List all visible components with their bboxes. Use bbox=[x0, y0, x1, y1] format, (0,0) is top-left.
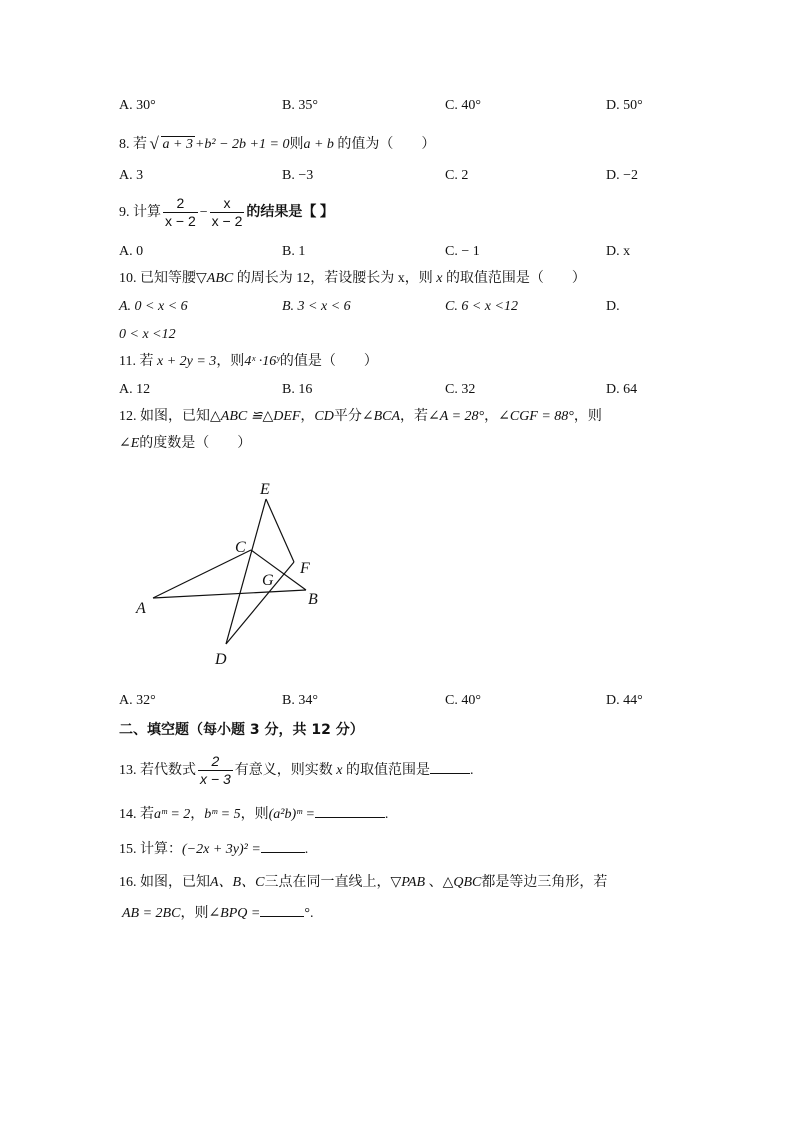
q13-text-b: 有意义，则实数 bbox=[234, 763, 337, 778]
q14-end: . bbox=[384, 807, 389, 822]
q11-option-c: C. 32 bbox=[445, 382, 476, 397]
q16-stem-line-1 bbox=[119, 873, 607, 893]
q8-expression: +b² − 2b +1 = 0 bbox=[194, 137, 290, 152]
q9-f1-numerator: 2 bbox=[163, 195, 198, 213]
q9-stem bbox=[119, 193, 334, 233]
q11-stem bbox=[119, 352, 378, 372]
q9-f1-denominator: x − 2 bbox=[165, 213, 196, 230]
q13-answer-blank[interactable] bbox=[430, 759, 470, 774]
q12-comma-1: ， bbox=[300, 409, 315, 424]
segment-cb bbox=[251, 550, 306, 590]
q12-angle-cgf: ∠CGF = 88° bbox=[498, 409, 574, 424]
q8-target: a + b bbox=[303, 137, 334, 152]
q10-option-d: D. bbox=[606, 299, 620, 314]
q8-tail: 的值为（ ） bbox=[333, 137, 436, 152]
q9-f2-numerator: x bbox=[210, 195, 245, 213]
q12-text-rest: 的度数是（ ） bbox=[139, 436, 252, 451]
segment-fd bbox=[226, 562, 294, 644]
q15-stem bbox=[119, 838, 308, 860]
label-d: D bbox=[215, 651, 227, 668]
q15-expression: (−2x + 3y)² = bbox=[182, 842, 261, 857]
q10-text-b: 的周长为 12，若设腰长为 x，则 bbox=[233, 271, 437, 286]
q11-text-c: 的值是（ ） bbox=[279, 354, 378, 369]
q8-conj: 则 bbox=[289, 137, 304, 152]
q12-option-d: D. 44° bbox=[606, 693, 643, 708]
q10-triangle: ▽ABC bbox=[196, 271, 234, 286]
q12-text-a: 12. 如图，已知 bbox=[119, 409, 210, 424]
q13-stem bbox=[119, 751, 473, 791]
q8-sqrt bbox=[151, 135, 195, 155]
q13-text-a: 13. 若代数式 bbox=[119, 763, 196, 778]
q12-text-c: 平分 bbox=[333, 409, 362, 424]
q16-text-d: ，则 bbox=[180, 906, 209, 921]
q9-f2-denominator: x − 2 bbox=[211, 213, 243, 230]
q7-option-b: B. 35° bbox=[282, 98, 318, 113]
q10-option-d-value: 0 < x <12 bbox=[119, 327, 176, 342]
q9-option-a: A. 0 bbox=[119, 244, 144, 259]
q12-text-d: ，若 bbox=[400, 409, 429, 424]
label-a: A bbox=[136, 600, 146, 617]
segment-ef bbox=[266, 499, 294, 562]
q8-radicand: a + 3 bbox=[162, 137, 193, 152]
q12-stem-line-1 bbox=[119, 407, 602, 427]
q12-angle-e: ∠E bbox=[119, 436, 140, 451]
q12-comma-2: ， bbox=[484, 409, 499, 424]
q15-answer-blank[interactable] bbox=[261, 838, 305, 853]
q11-expression: 4ˣ ·16ʸ bbox=[244, 354, 280, 369]
q14-condition-1: aᵐ = 2 bbox=[154, 807, 191, 822]
q10-option-c: C. 6 < x <12 bbox=[445, 299, 518, 314]
q12-text-f: ，则 bbox=[573, 409, 602, 424]
q13-variable: x bbox=[336, 763, 343, 778]
q13-denominator: x − 3 bbox=[200, 771, 231, 788]
q11-condition: x + 2y = 3 bbox=[156, 354, 217, 369]
q12-congruence: △ABC ≌△DEF bbox=[210, 409, 301, 424]
q14-sep: ， bbox=[190, 807, 205, 822]
q12-option-a: A. 32° bbox=[119, 693, 156, 708]
label-b: B bbox=[308, 591, 318, 608]
q8-option-a: A. 3 bbox=[119, 168, 144, 183]
q10-variable: x bbox=[436, 271, 443, 286]
q14-text-b: ，则 bbox=[240, 807, 269, 822]
q7-option-d: D. 50° bbox=[606, 98, 643, 113]
q10-text-a: 10. 已知等腰 bbox=[119, 271, 196, 286]
q14-condition-2: bᵐ = 5 bbox=[204, 807, 241, 822]
q16-stem-line-2 bbox=[122, 902, 313, 924]
q11-text-a: 11. 若 bbox=[119, 354, 157, 369]
q9-option-d: D. x bbox=[606, 244, 631, 259]
q16-triangle-qbc: △QBC bbox=[442, 875, 482, 890]
q16-end: °. bbox=[304, 906, 314, 921]
q14-text-a: 14. 若 bbox=[119, 807, 154, 822]
label-g: G bbox=[262, 572, 274, 589]
q12-option-b: B. 34° bbox=[282, 693, 318, 708]
q13-numerator: 2 bbox=[198, 753, 233, 771]
q8-option-b: B. −3 bbox=[282, 168, 314, 183]
q7-option-c: C. 40° bbox=[445, 98, 481, 113]
q9-minus: − bbox=[199, 205, 208, 220]
q11-option-d: D. 64 bbox=[606, 382, 638, 397]
q14-answer-blank[interactable] bbox=[315, 803, 385, 818]
q12-angle-bca: ∠BCA bbox=[361, 409, 401, 424]
q12-figure bbox=[120, 475, 360, 675]
label-c: C bbox=[235, 539, 246, 556]
q16-points: A、B、C bbox=[210, 875, 265, 890]
q12-option-c: C. 40° bbox=[445, 693, 481, 708]
q10-option-a: A. 0 < x < 6 bbox=[119, 299, 188, 314]
segment-ab bbox=[153, 590, 306, 598]
q12-stem-line-2 bbox=[119, 434, 251, 454]
q9-option-c: C. − 1 bbox=[445, 244, 480, 259]
q10-stem bbox=[119, 269, 586, 289]
section-2-title: 二、填空题（每小题 3 分，共 12 分） bbox=[119, 722, 364, 738]
q11-text-b: ，则 bbox=[216, 354, 245, 369]
q16-text-b: 三点在同一直线上， bbox=[264, 875, 391, 890]
q7-option-a: A. 30° bbox=[119, 98, 156, 113]
q9-fraction-2 bbox=[210, 195, 245, 230]
q10-option-b: B. 3 < x < 6 bbox=[282, 299, 351, 314]
q11-option-b: B. 16 bbox=[282, 382, 313, 397]
q9-fraction-1 bbox=[163, 195, 198, 230]
q16-condition: AB = 2BC bbox=[122, 906, 181, 921]
q9-tail: 的结果是【 】 bbox=[246, 205, 334, 220]
q12-segment-cd: CD bbox=[314, 409, 334, 424]
q8-option-d: D. −2 bbox=[606, 168, 639, 183]
q9-number: 9. 计算 bbox=[119, 205, 161, 220]
q14-stem bbox=[119, 803, 388, 825]
q8-number: 8. 若 bbox=[119, 137, 147, 152]
q15-end: . bbox=[304, 842, 309, 857]
q16-answer-blank[interactable] bbox=[260, 902, 304, 917]
q14-expression: (a²b)ᵐ = bbox=[268, 807, 315, 822]
segment-ac bbox=[153, 550, 251, 598]
segment-ed bbox=[226, 499, 266, 644]
q12-angle-a: ∠A = 28° bbox=[428, 409, 485, 424]
q8-option-c: C. 2 bbox=[445, 168, 469, 183]
q13-fraction bbox=[198, 753, 233, 788]
q13-text-c: 的取值范围是 bbox=[342, 763, 430, 778]
q16-sep: 、 bbox=[425, 875, 443, 890]
q16-angle: ∠BPQ = bbox=[208, 906, 261, 921]
q15-text-a: 15. 计算： bbox=[119, 842, 182, 857]
q16-text-c: 都是等边三角形，若 bbox=[481, 875, 608, 890]
q8-stem bbox=[119, 135, 435, 155]
label-f: F bbox=[300, 560, 310, 577]
q16-text-a: 16. 如图，已知 bbox=[119, 875, 210, 890]
q16-triangle-pab: ▽PAB bbox=[390, 875, 426, 890]
label-e: E bbox=[260, 481, 270, 498]
q9-option-b: B. 1 bbox=[282, 244, 306, 259]
q10-text-c: 的取值范围是（ ） bbox=[442, 271, 586, 286]
q11-option-a: A. 12 bbox=[119, 382, 151, 397]
q13-end: . bbox=[469, 763, 474, 778]
